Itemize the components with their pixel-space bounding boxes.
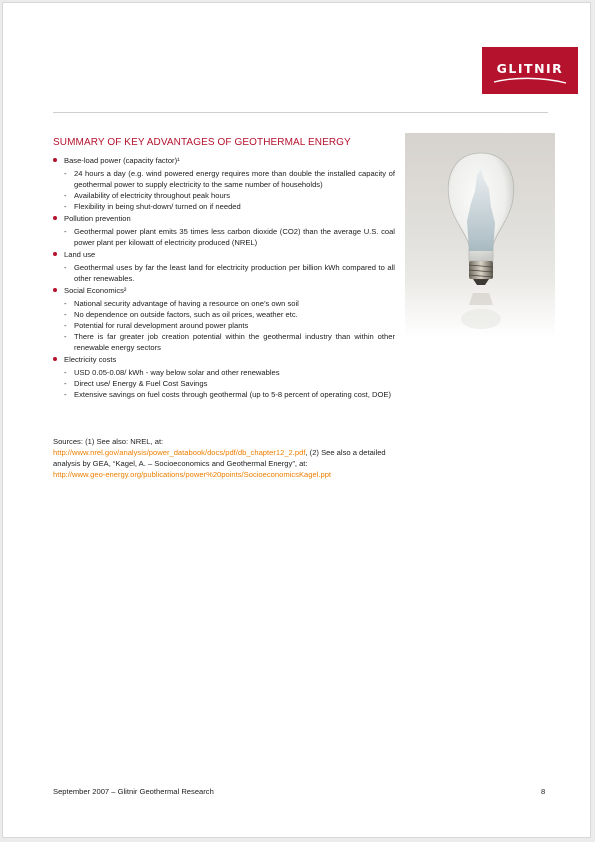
sub-list-item (53, 201, 395, 212)
sub-list-item (53, 389, 395, 400)
bullet-item (53, 155, 395, 166)
sub-item-text: Direct use/ Energy & Fuel Cost Savings (74, 379, 208, 388)
bullet-label: Land use (64, 250, 96, 259)
sub-list (53, 367, 395, 400)
dash-marker: - (64, 263, 67, 272)
sub-list-item (53, 331, 395, 353)
sub-list-item (53, 298, 395, 309)
sub-item-text: Geothermal power plant emits 35 times less carbon dioxide (CO2) than the average U.S. coal power plant per kilowatt of electricity produced (NREL) (74, 227, 395, 247)
sub-list (53, 262, 395, 284)
bullet-dot-icon (53, 158, 57, 162)
logo-swoosh-icon (492, 77, 568, 85)
bullet-label: Base-load power (capacity factor)¹ (64, 156, 180, 165)
sub-item-text: Availability of electricity throughout peak hours (74, 191, 231, 200)
page-number: 8 (541, 787, 546, 796)
bullet-item (53, 285, 395, 296)
bullet-dot-icon (53, 252, 57, 256)
bullet-dot-icon (53, 357, 57, 361)
light-bulb-icon (405, 133, 555, 337)
dash-marker: - (64, 191, 67, 200)
sources-mid: , (2) See also a detailed analysis by GEA, “Kagel, A. – Socioeconomics and Geothermal Energy”, at: (53, 448, 386, 468)
gea-link[interactable]: http://www.geo-energy.org/publications/power%20points/SocioeconomicsKagel.ppt (53, 470, 332, 479)
sub-list-item (53, 367, 395, 378)
sub-list (53, 226, 395, 248)
sub-list-item (53, 190, 395, 201)
bullet-item (53, 249, 395, 260)
sub-list-item (53, 226, 395, 248)
dash-marker: - (64, 390, 67, 399)
dash-marker: - (64, 202, 67, 211)
sub-item-text: Flexibility in being shut-down/ turned on if needed (74, 202, 241, 211)
sub-list-item (53, 309, 395, 320)
nrel-link[interactable]: http://www.nrel.gov/analysis/power_databook/docs/pdf/db_chapter12_2.pdf (53, 448, 306, 457)
dash-marker: - (64, 368, 67, 377)
bullet-label: Pollution prevention (64, 214, 131, 223)
bullet-label: Electricity costs (64, 355, 117, 364)
light-bulb-image (405, 133, 555, 337)
page-title: SUMMARY OF KEY ADVANTAGES OF GEOTHERMAL ENERGY (53, 137, 351, 148)
sources-intro: Sources: (1) See also: NREL, at: (53, 437, 164, 446)
footer-text: September 2007 – Glitnir Geothermal Research (53, 787, 214, 796)
dash-marker: - (64, 227, 67, 236)
bullet-dot-icon (53, 288, 57, 292)
sub-item-text: No dependence on outside factors, such as oil prices, weather etc. (74, 310, 298, 319)
sub-item-text: USD 0.05-0.08/ kWh - way below solar and other renewables (74, 368, 280, 377)
bullet-label: Social Economics² (64, 286, 127, 295)
sub-list-item (53, 320, 395, 331)
logo-text: GLITNIR (496, 61, 564, 76)
sub-item-text: National security advantage of having a resource on one’s own soil (74, 299, 299, 308)
sub-item-text: Extensive savings on fuel costs through geothermal (up to 5-8 percent of operating cost, DOE) (74, 390, 391, 399)
dash-marker: - (64, 379, 67, 388)
sub-list (53, 298, 395, 353)
header-divider (53, 112, 548, 113)
sub-list-item (53, 262, 395, 284)
dash-marker: - (64, 332, 67, 341)
page (2, 2, 591, 838)
sub-item-text: There is far greater job creation potential within the geothermal industry than within other renewable energy sectors (74, 332, 395, 352)
sub-item-text: Geothermal uses by far the least land for electricity production per billion kWh compared to all other renewables. (74, 263, 395, 283)
sub-list-item (53, 378, 395, 389)
sources-note (53, 436, 395, 480)
bullet-dot-icon (53, 216, 57, 220)
bullet-item (53, 354, 395, 365)
sub-item-text: 24 hours a day (e.g. wind powered energy requires more than double the installed capacity of geothermal power to supply electricity to the same number of households) (74, 169, 395, 189)
glitnir-logo (482, 47, 578, 94)
sub-list-item (53, 168, 395, 190)
dash-marker: - (64, 310, 67, 319)
sub-list (53, 168, 395, 212)
sub-item-text: Potential for rural development around power plants (74, 321, 249, 330)
dash-marker: - (64, 299, 67, 308)
bullet-item (53, 213, 395, 224)
advantages-list (53, 155, 395, 401)
dash-marker: - (64, 321, 67, 330)
dash-marker: - (64, 169, 67, 178)
